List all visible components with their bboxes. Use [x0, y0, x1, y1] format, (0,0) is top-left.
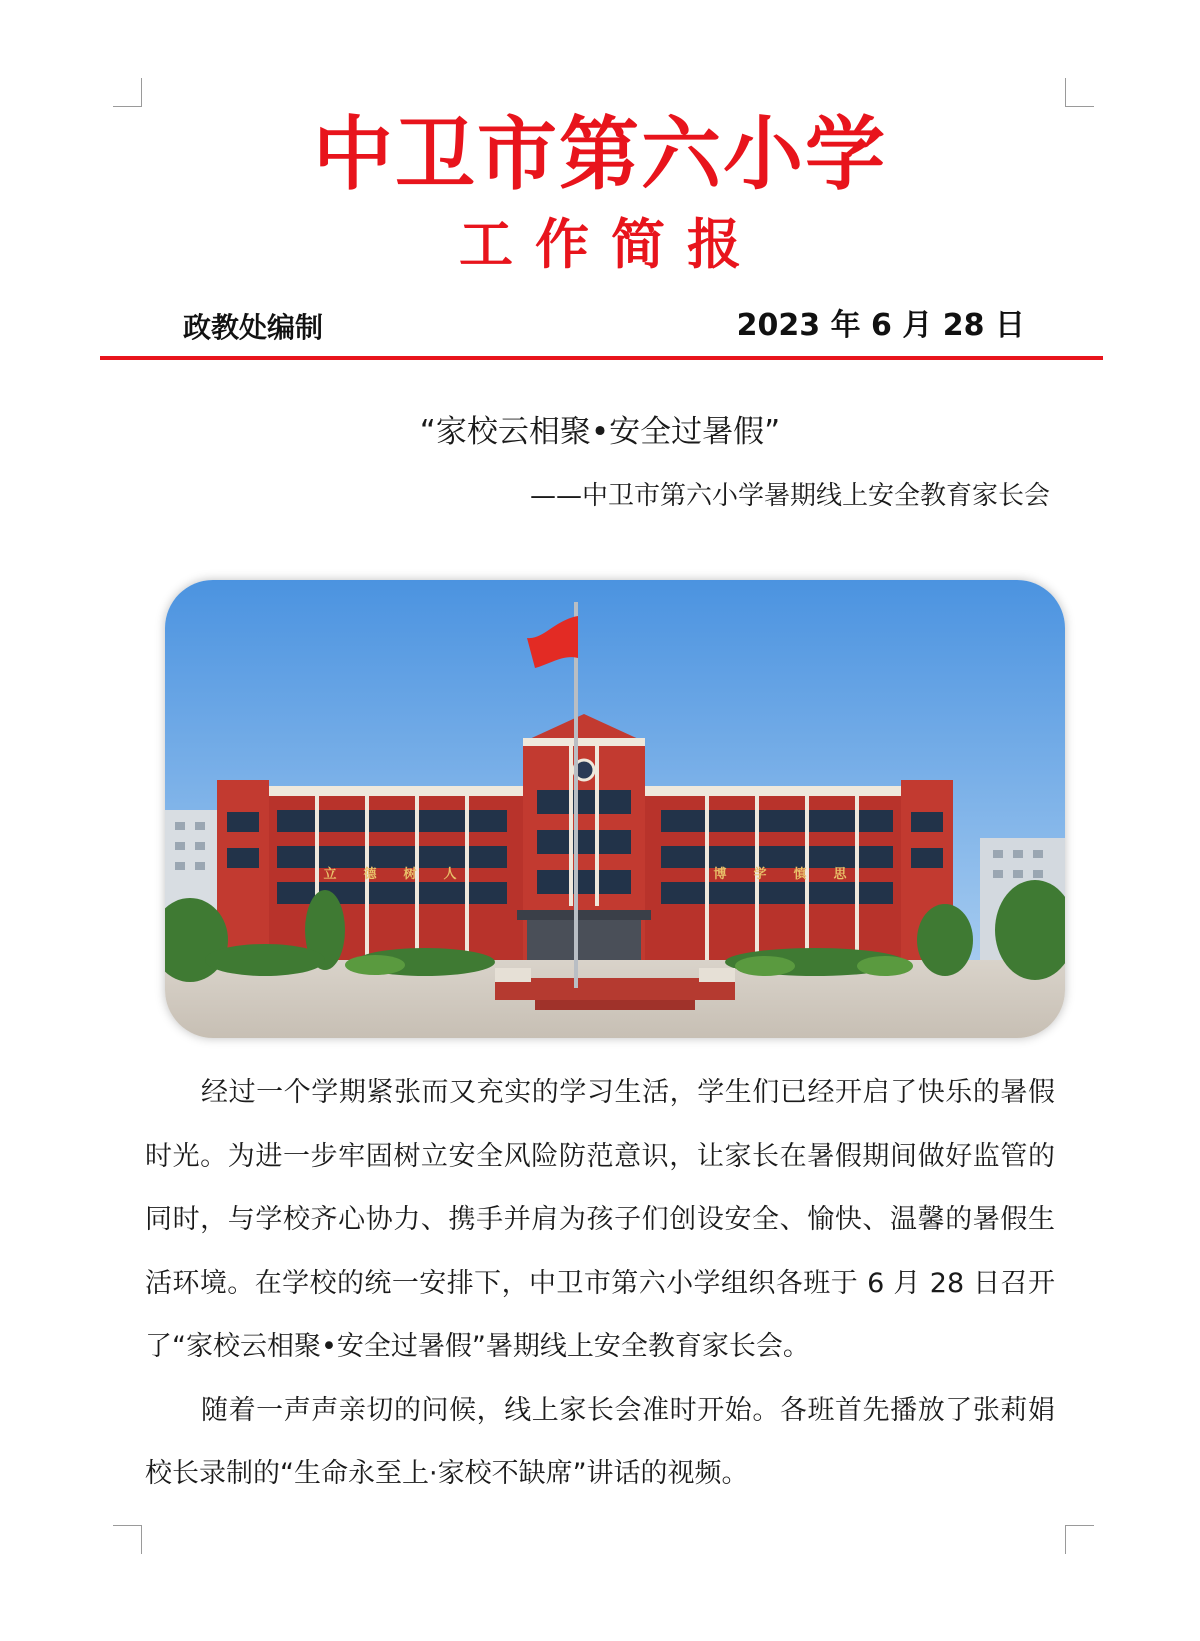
facade-sign-right-3: 慎 — [793, 867, 807, 882]
facade-sign-left-4: 人 — [443, 867, 457, 882]
article-subtitle: ——中卫市第六小学暑期线上安全教育家长会 — [529, 481, 1050, 511]
school-building-photo — [165, 580, 1065, 1038]
crop-mark-bottom-left — [113, 1525, 142, 1554]
facade-sign-left-1: 立 — [323, 867, 337, 882]
facade-sign-left-3: 树 — [403, 867, 417, 882]
article-title: “家校云相聚•安全过暑假” — [419, 414, 781, 450]
issue-date: 2023 年 6 月 28 日 — [736, 308, 1025, 343]
article-paragraph-2: 随着一声声亲切的问候，线上家长会准时开始。各班首先播放了张莉娟校长录制的“生命永至上·家校不缺席”讲话的视频。 — [145, 1394, 1055, 1489]
crop-mark-top-left — [113, 78, 142, 107]
article-paragraph-1: 经过一个学期紧张而又充实的学习生活，学生们已经开启了快乐的暑假时光。为进一步牢固树立安全风险防范意识，让家长在暑假期间做好监管的同时，与学校齐心协力、携手并肩为孩子们创设安全、愉快、温馨的暑假生活环境。在学校的统一安排下，中卫市第六小学组织各班于 6 月 28 日召开了“家校云相聚•安全过暑假”暑期线上安全教育家长会。 — [145, 1077, 1055, 1362]
article-body — [145, 1061, 1055, 1506]
facade-sign-right-2: 学 — [753, 867, 767, 882]
crop-mark-bottom-right — [1065, 1525, 1094, 1554]
facade-sign-right-4: 思 — [833, 867, 847, 882]
facade-sign-left-2: 德 — [363, 867, 377, 882]
masthead-divider — [100, 356, 1103, 360]
facade-sign-right-1: 博 — [713, 867, 727, 882]
bulletin-title: 工作简报 — [459, 213, 763, 276]
editor-credit: 政教处编制 — [183, 311, 324, 344]
crop-mark-top-right — [1065, 78, 1094, 107]
school-name-heading: 中卫市第六小学 — [313, 108, 887, 201]
